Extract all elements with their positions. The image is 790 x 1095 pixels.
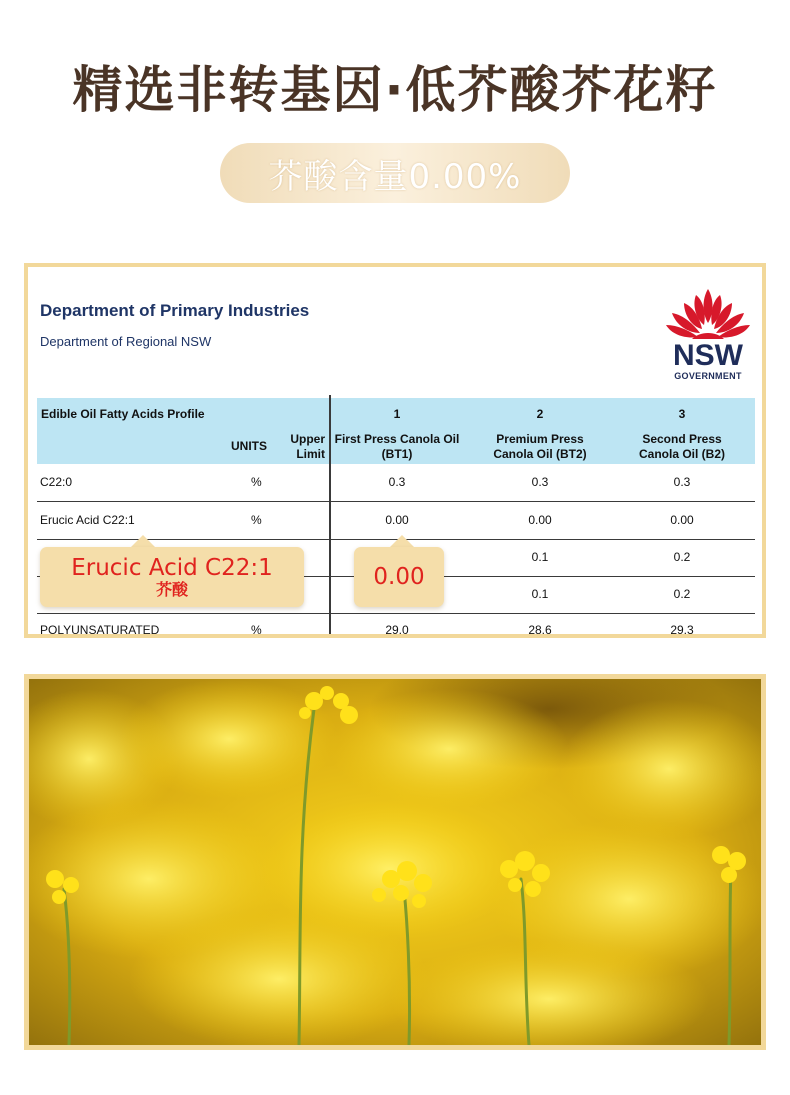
row-value-1: 0.00 (385, 513, 409, 527)
waratah-flower-icon (662, 287, 754, 341)
table-divider (329, 395, 331, 638)
row-value-3: 0.2 (673, 587, 691, 601)
row-value-3: 0.00 (670, 513, 694, 527)
row-value-2: 28.6 (528, 623, 552, 637)
table-header (37, 398, 755, 464)
department-subtitle: Department of Regional NSW (40, 334, 212, 349)
units-header: UNITS (231, 439, 267, 453)
profile-title: Edible Oil Fatty Acids Profile (41, 407, 205, 421)
row-value-3: 0.3 (673, 475, 691, 489)
lab-report-card (24, 263, 766, 638)
row-value-2: 0.1 (531, 587, 549, 601)
row-value-3: 0.2 (673, 550, 691, 564)
column-1-number: 1 (393, 407, 401, 421)
canola-field-image (29, 679, 761, 1045)
column-2-name: Premium Press Canola Oil (BT2) (493, 432, 587, 461)
canola-flowers-photo (24, 674, 766, 1050)
table-row (37, 464, 755, 502)
column-2-number: 2 (536, 407, 544, 421)
row-unit: % (251, 623, 262, 637)
row-unit: % (251, 475, 262, 489)
erucic-acid-callout (40, 547, 304, 607)
row-value-2: 0.00 (528, 513, 552, 527)
column-3-number: 3 (678, 407, 686, 421)
callout-pointer-right (390, 535, 414, 547)
logo-nsw-text: NSW (673, 339, 743, 372)
row-unit: % (251, 513, 262, 527)
department-title: Department of Primary Industries (40, 301, 310, 320)
logo-government-text: GOVERNMENT (674, 371, 742, 381)
row-value-3: 29.3 (670, 623, 694, 637)
callout-label-cn: 芥酸 (155, 580, 188, 599)
column-3-name: Second Press Canola Oil (B2) (638, 432, 725, 461)
row-value-2: 0.3 (531, 475, 549, 489)
upper-limit-header: Upper Limit (290, 432, 325, 461)
column-1-name: First Press Canola Oil (BT1) (334, 432, 460, 461)
row-value-1: 0.3 (388, 475, 406, 489)
nsw-government-logo (660, 287, 756, 387)
callout-value: 0.00 (373, 564, 425, 590)
erucic-content-badge: 芥酸含量0.00% (220, 143, 570, 203)
callout-label: Erucic Acid C22:1 (71, 555, 273, 581)
row-label: C22:0 (40, 475, 73, 489)
row-value-1: 29.0 (385, 623, 409, 637)
callout-pointer-left (131, 535, 155, 547)
row-label: Erucic Acid C22:1 (40, 513, 135, 527)
headline: 精选非转基因·低芥酸芥花籽 (72, 61, 718, 119)
erucic-value-callout (354, 547, 444, 607)
row-value-2: 0.1 (531, 550, 549, 564)
row-label: POLYUNSATURATED (40, 623, 160, 637)
table-row (37, 612, 755, 638)
